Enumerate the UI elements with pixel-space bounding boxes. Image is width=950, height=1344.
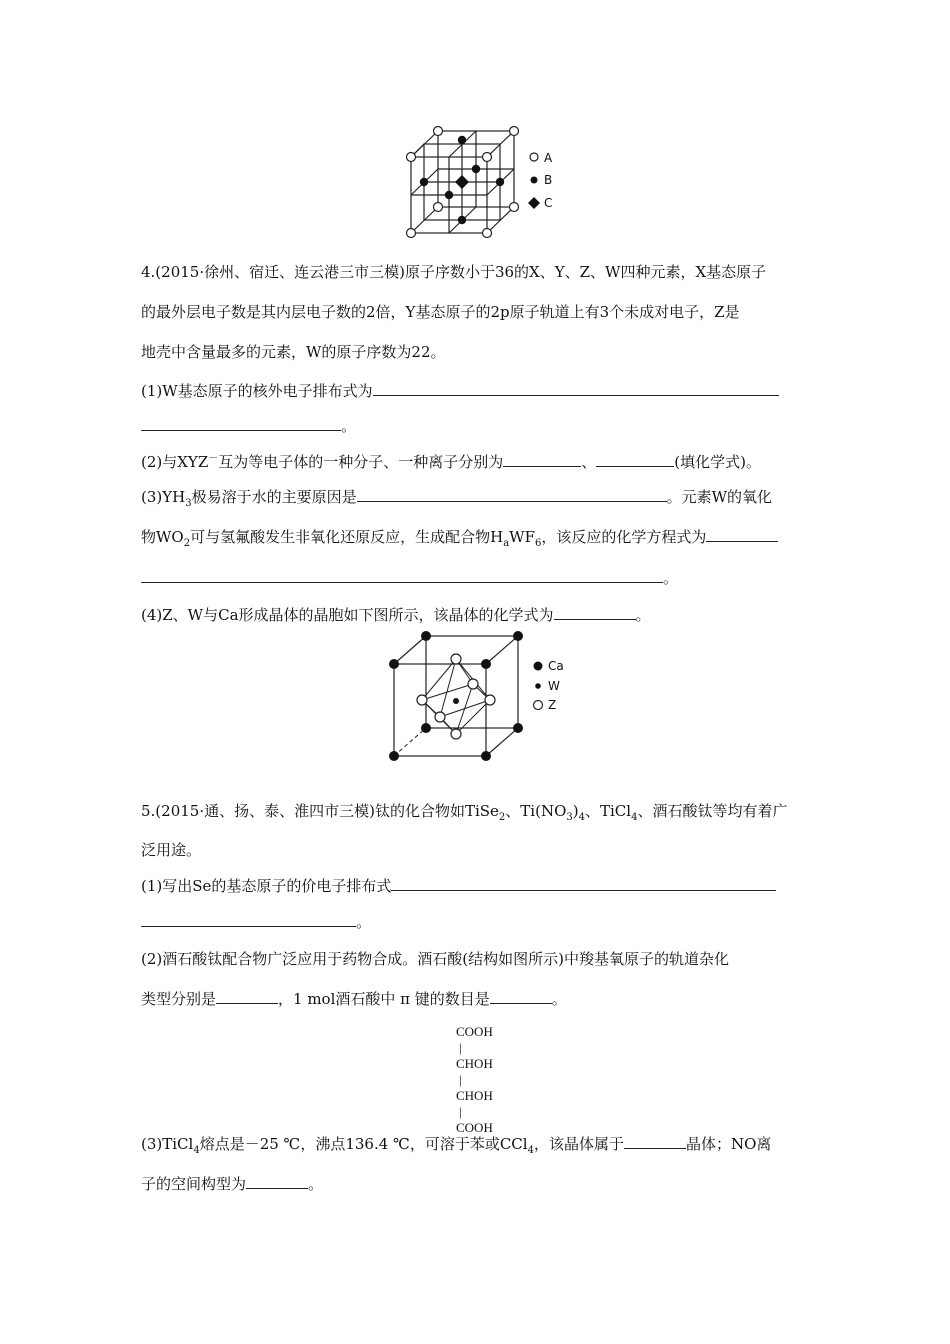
q4-stem-line3: 地壳中含量最多的元素，W的原子序数为22。 xyxy=(141,343,446,361)
q4-part3-line3: 。 xyxy=(141,568,678,588)
answer-blank[interactable] xyxy=(706,527,778,542)
q5-part1-cont: 。 xyxy=(141,912,371,932)
q4-part1: (1)W基态原子的核外电子排布式为 xyxy=(141,381,779,401)
legend-w: W xyxy=(548,679,560,693)
q4-part1-cont: 。 xyxy=(141,416,356,436)
q5-stem-line2: 泛用途。 xyxy=(141,841,202,859)
answer-blank[interactable] xyxy=(373,381,779,396)
q4-part3: $(3)YH_3$极易溶于水的主要原因是 。元素W的氧化 xyxy=(141,488,773,509)
crystal-structure-figure-2 xyxy=(382,626,572,764)
answer-blank[interactable] xyxy=(503,452,581,467)
legend-a: A xyxy=(544,151,553,165)
answer-blank[interactable] xyxy=(216,989,278,1004)
q5-stem-line1: 5.(2015·通、扬、泰、淮四市三模)钛的化合物如TiSe$_2$、$Ti(NO_3)_4$、TiCl$_4$、酒石酸钛等均有着广 xyxy=(141,802,788,823)
q4-part2: (2)与XYZ－互为等电子体的一种分子、一种离子分别为 、 (填化学式)。 xyxy=(141,453,762,471)
q4-part4: (4)Z、W与Ca形成晶体的晶胞如下图所示，该晶体的化学式为 。 xyxy=(141,606,651,624)
q4-stem-line1: 4.(2015·徐州、宿迁、连云港三市三模)原子序数小于36的X、Y、Z、W四种元素，X基态原子 xyxy=(141,263,767,281)
q5-part3: (3)TiCl$_4$熔点是－25 ℃，沸点136.4 ℃，可溶于苯或CCl$_4$，该晶体属于 晶体；NO离 xyxy=(141,1135,772,1156)
answer-blank[interactable] xyxy=(490,989,552,1004)
answer-blank[interactable] xyxy=(624,1134,686,1149)
answer-blank[interactable] xyxy=(141,568,663,583)
answer-blank[interactable] xyxy=(357,487,667,502)
legend-c: C xyxy=(544,196,553,210)
answer-blank[interactable] xyxy=(141,912,356,927)
q5-part2-line2: 类型分别是 ，1 mol酒石酸中 π 键的数目是 。 xyxy=(141,990,567,1008)
q5-part3-line2: 子的空间构型为 。 xyxy=(141,1175,324,1193)
q5-part2-line1: (2)酒石酸钛配合物广泛应用于药物合成。酒石酸(结构如图所示)中羧基氧原子的轨道杂化 xyxy=(141,950,729,968)
answer-blank[interactable] xyxy=(391,876,776,891)
legend-ca: Ca xyxy=(548,659,564,673)
legend-b: B xyxy=(544,173,553,187)
crystal-structure-figure-1 xyxy=(400,122,570,240)
q5-part1: (1)写出Se的基态原子的价电子排布式 xyxy=(141,876,776,896)
answer-blank[interactable] xyxy=(141,416,341,431)
legend-z: Z xyxy=(548,698,557,712)
answer-blank[interactable] xyxy=(554,605,636,620)
answer-blank[interactable] xyxy=(596,452,674,467)
q4-stem-line2: 的最外层电子数是其内层电子数的2倍，Y基态原子的2p原子轨道上有3个未成对电子，Z是 xyxy=(141,303,740,321)
tartaric-acid-structure: COOH | CHOH | CHOH | COOH xyxy=(456,1024,493,1135)
answer-blank[interactable] xyxy=(246,1174,308,1189)
q4-part3-line2: 物$WO_2$可与氢氟酸发生非氧化还原反应，生成配合物$H_aWF_6$，该反应的化学方程式为 xyxy=(141,527,778,547)
